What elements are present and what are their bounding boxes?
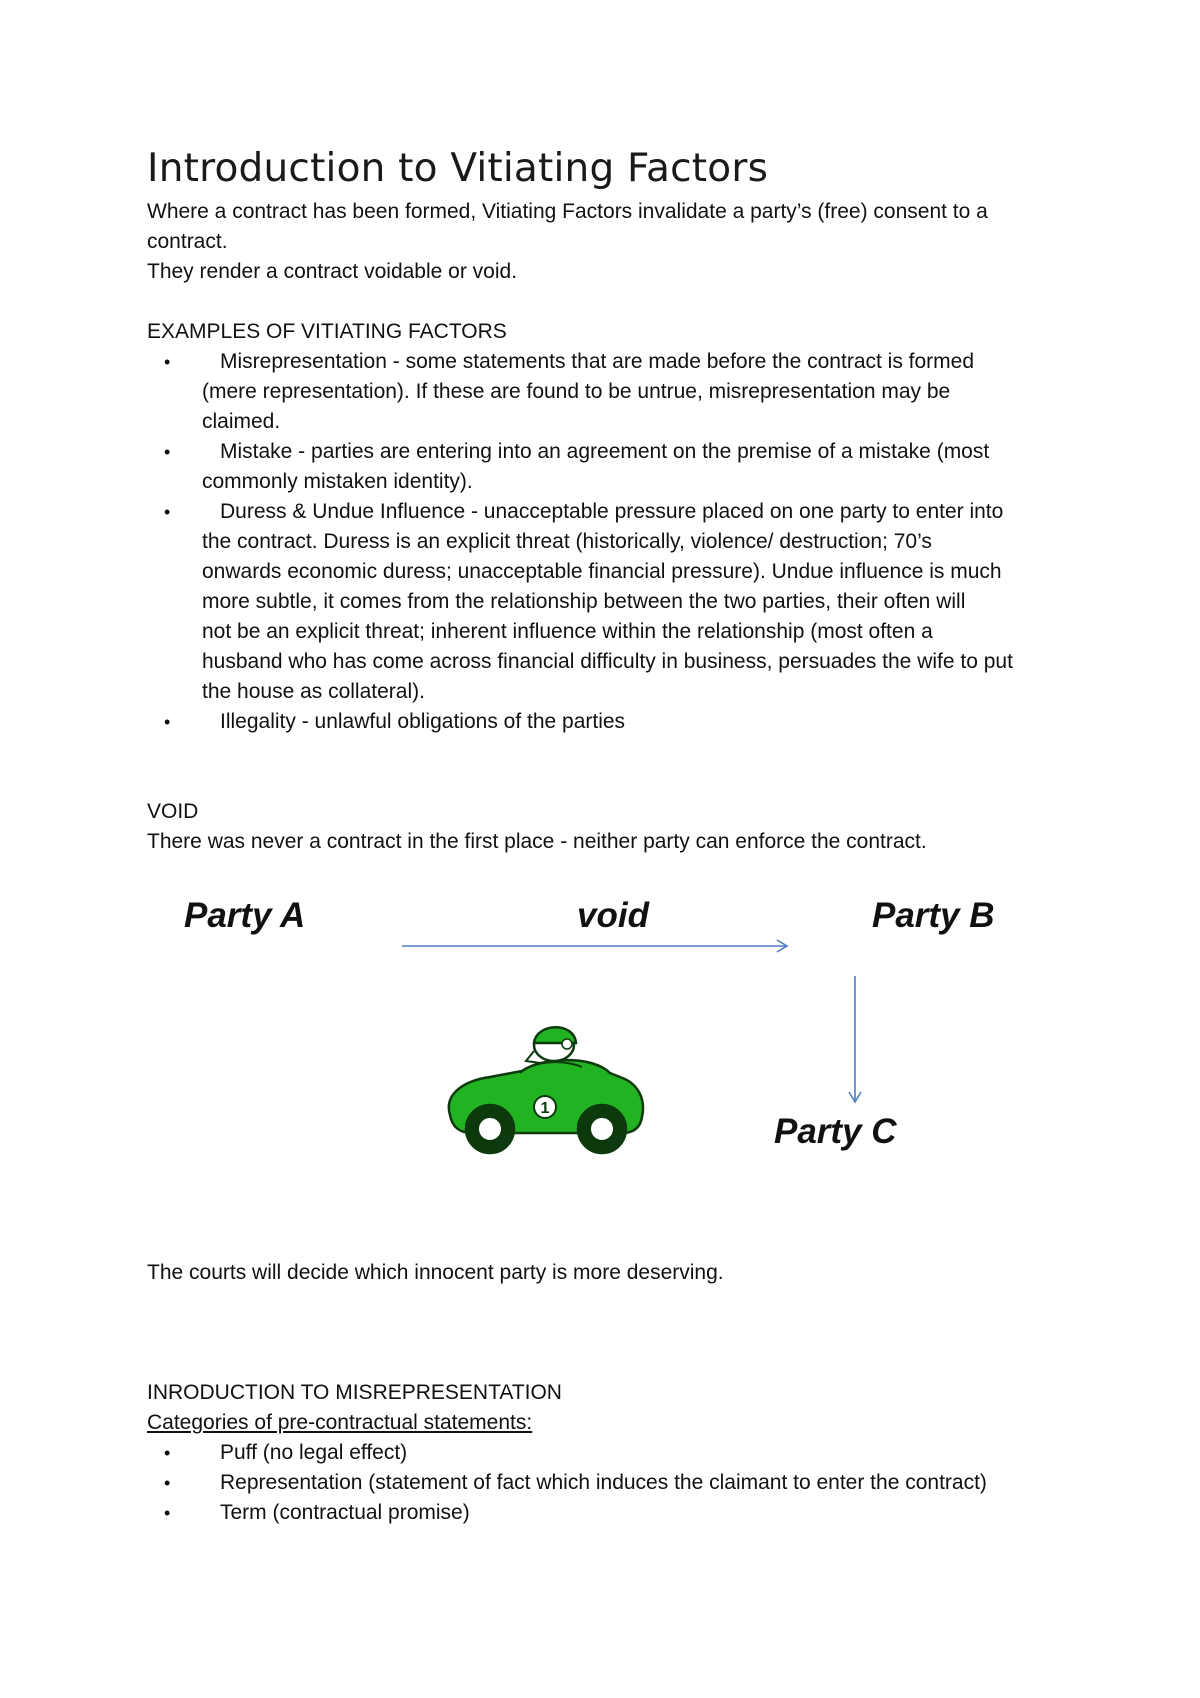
list-item-text: Mistake - parties are entering into an agreement on the premise of a mistake (most [220, 440, 990, 463]
list-item [147, 497, 1067, 707]
categories-list [147, 1438, 1067, 1528]
party-c-label: Party C [774, 1112, 897, 1151]
bullet-icon: • [164, 1473, 171, 1493]
void-text: There was never a contract in the first place - neither party can enforce the contract. [147, 830, 927, 853]
intro-line: contract. [147, 230, 228, 253]
void-label: void [577, 896, 649, 935]
list-item-text: Representation (statement of fact which induces the claimant to enter the contract) [220, 1471, 987, 1494]
list-item-text: onwards economic duress; unacceptable financial pressure). Undue influence is much [202, 560, 1002, 583]
spacer [147, 737, 1067, 797]
misrep-subheading: Categories of pre-contractual statements: [147, 1411, 533, 1434]
intro-line: They render a contract voidable or void. [147, 260, 518, 283]
list-item-text: Misrepresentation - some statements that are made before the contract is formed [220, 350, 975, 373]
list-item-text: not be an explicit threat; inherent influence within the relationship (most often a [202, 620, 933, 643]
bullet-icon: • [164, 1443, 171, 1463]
bullet-icon: • [164, 502, 171, 522]
list-item-text: the contract. Duress is an explicit threat (historically, violence/ destruction; 70’s [202, 530, 932, 553]
examples-list [147, 347, 1067, 737]
document-body [147, 145, 1067, 857]
list-item [147, 1498, 1067, 1528]
list-item-text: husband who has come across financial difficulty in business, persuades the wife to put [202, 650, 1013, 673]
spacer [147, 1288, 1067, 1348]
list-item-text: the house as collateral). [202, 680, 425, 703]
list-item [147, 1438, 1067, 1468]
list-item [147, 707, 1067, 737]
page-title: Introduction to Vitiating Factors [147, 146, 769, 191]
spacer [147, 1348, 1067, 1378]
car-number: 1 [540, 1100, 550, 1117]
arrow-right-icon [402, 940, 787, 952]
void-heading: VOID [147, 800, 199, 823]
bullet-icon: • [164, 1503, 171, 1523]
list-item-text: Duress & Undue Influence - unacceptable pressure placed on one party to enter into [220, 500, 1004, 523]
party-b-label: Party B [872, 896, 995, 935]
list-item-text: Illegality - unlawful obligations of the parties [220, 710, 626, 733]
list-item-text: Puff (no legal effect) [220, 1441, 408, 1464]
bullet-icon: • [164, 442, 171, 462]
arrow-down-icon [849, 976, 861, 1102]
diagram-graphics [147, 880, 1047, 1180]
party-a-label: Party A [184, 896, 306, 935]
list-item-text: more subtle, it comes from the relationship between the two parties, their often will [202, 590, 966, 613]
race-car-icon [449, 1027, 643, 1153]
list-item-text: Term (contractual promise) [220, 1501, 470, 1524]
spacer [147, 287, 1067, 317]
list-item-text: claimed. [202, 410, 281, 433]
void-diagram [147, 880, 1047, 1180]
list-item [147, 1468, 1067, 1498]
bullet-icon: • [164, 352, 171, 372]
document-body-continued [147, 1258, 1067, 1528]
list-item [147, 437, 1067, 497]
intro-line: Where a contract has been formed, Vitiating Factors invalidate a party’s (free) consent to a [147, 200, 988, 223]
misrep-heading: INRODUCTION TO MISREPRESENTATION [147, 1381, 562, 1404]
list-item-text: (mere representation). If these are found to be untrue, misrepresentation may be [202, 380, 951, 403]
bullet-icon: • [164, 712, 171, 732]
list-item-text: commonly mistaken identity). [202, 470, 473, 493]
courts-text: The courts will decide which innocent party is more deserving. [147, 1261, 724, 1284]
list-item [147, 347, 1067, 437]
examples-heading: EXAMPLES OF VITIATING FACTORS [147, 320, 507, 343]
